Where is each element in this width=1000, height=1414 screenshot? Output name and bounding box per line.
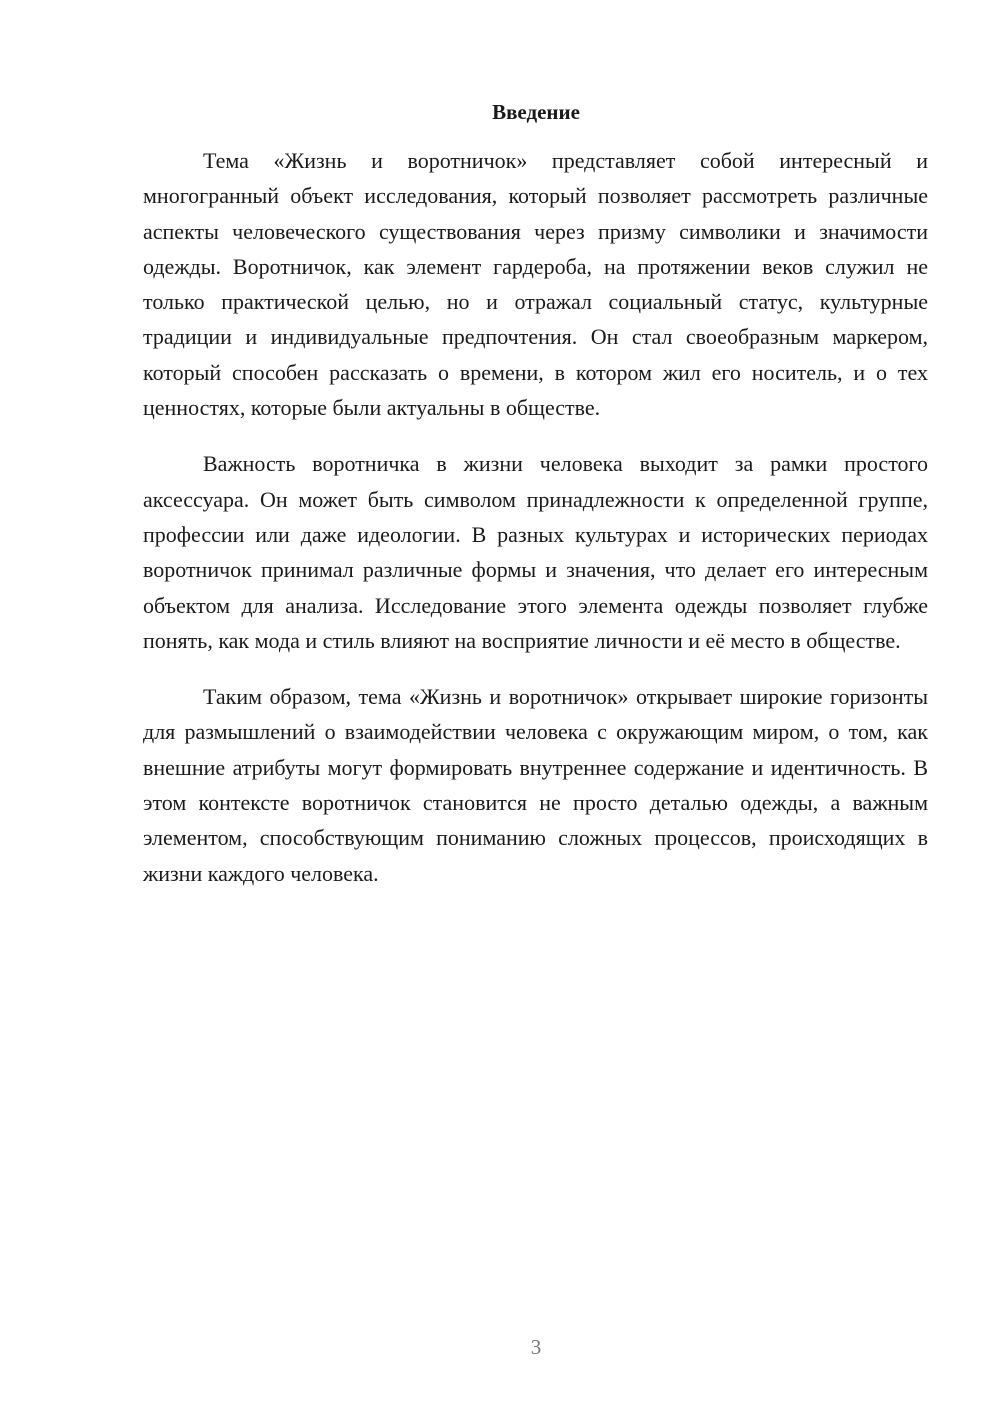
- paragraph-2: Важность воротничка в жизни человека выходит за рамки простого аксессуара. Он может быть символом принадлежности к определенной группе, профессии или даже идеологии. В разных культурах и исторических периодах воротничок принимал различные формы и значения, что делает его интересным объектом для анализа. Исследование этого элемента одежды позволяет глубже понять, как мода и стиль влияют на восприятие личности и её место в обществе.: [143, 451, 928, 653]
- section-heading: Введение: [492, 100, 580, 124]
- paragraph-1: Тема «Жизнь и воротничок» представляет собой интересный и многогранный объект исследования, который позволяет рассмотреть различные аспекты человеческого существования через призму символики и значимости одежды. Воротничок, как элемент гардероба, на протяжении веков служил не только практической целью, но и отражал социальный статус, культурные традиции и индивидуальные предпочтения. Он стал своеобразным маркером, который способен рассказать о времени, в котором жил его носитель, и о тех ценностях, которые были актуальны в обществе.: [143, 148, 928, 421]
- body-text: [143, 143, 928, 891]
- page-number: 3: [530, 1335, 542, 1359]
- paragraph-3: Таким образом, тема «Жизнь и воротничок» открывает широкие горизонты для размышлений о взаимодействии человека с окружающим миром, о том, как внешние атрибуты могут формировать внутреннее содержание и идентичность. В этом контексте воротничок становится не просто деталью одежды, а важным элементом, способствующим пониманию сложных процессов, происходящих в жизни каждого человека.: [143, 684, 928, 886]
